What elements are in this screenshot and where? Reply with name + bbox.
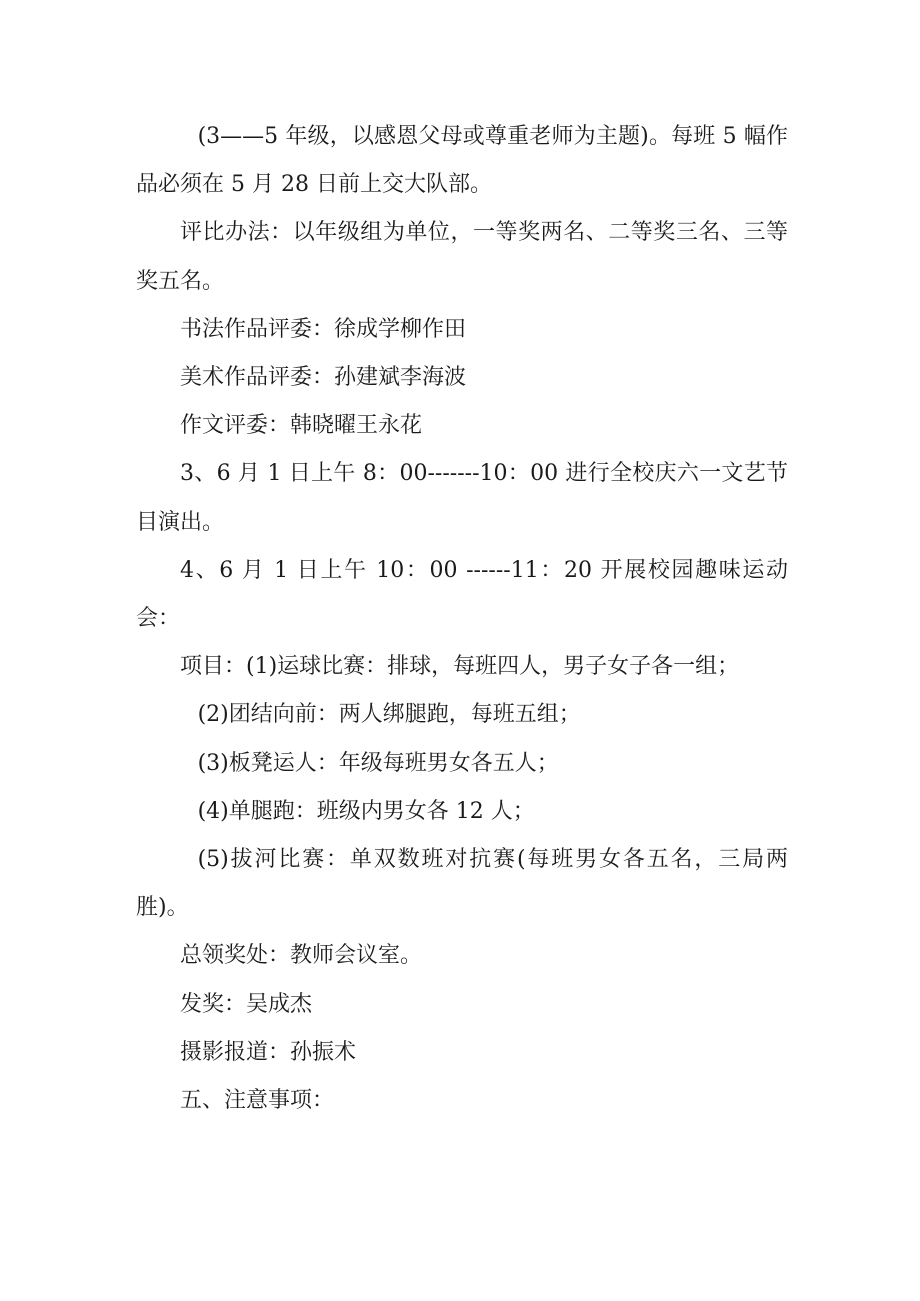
paragraph-essay-judges: 作文评委：韩晓曜王永花 — [180, 413, 423, 439]
paragraph-item-4: (4)单腿跑：班级内男女各 12 人； — [197, 798, 535, 824]
document-body — [136, 113, 788, 1125]
paragraph-calligraphy-judges: 书法作品评委：徐成学柳作田 — [180, 316, 467, 342]
paragraph-sports-meet: 4、6 月 1 日上午 10：00 ------11：20 开展校园趣味运动会： — [136, 557, 788, 632]
paragraph-performance: 3、6 月 1 日上午 8：00-------10：00 进行全校庆六一文艺节目演出。 — [136, 461, 788, 535]
paragraph-item-2: (2)团结向前：两人绑腿跑，每班五组； — [197, 702, 581, 728]
paragraph-award-presenter: 发奖：吴成杰 — [180, 991, 313, 1017]
paragraph-photography: 摄影报道：孙振术 — [180, 1039, 357, 1065]
paragraph-award-location: 总领奖处：教师会议室。 — [180, 943, 423, 969]
paragraph-item-5: (5)拔河比赛：单双数班对抗赛(每班男女各五名，三局两胜)。 — [136, 847, 788, 921]
paragraph-art-judges: 美术作品评委：孙建斌李海波 — [180, 365, 467, 391]
section-heading-notes: 五、注意事项： — [180, 1088, 335, 1114]
paragraph-submission: (3——5 年级，以感恩父母或尊重老师为主题)。每班 5 幅作品必须在 5 月 28 日前上交大队部。 — [136, 124, 788, 198]
paragraph-item-3: (3)板凳运人：年级每班男女各五人； — [197, 750, 559, 776]
paragraph-item-1: 项目：(1)运球比赛：排球，每班四人，男子女子各一组； — [180, 654, 740, 680]
paragraph-judging-method: 评比办法：以年级组为单位，一等奖两名、二等奖三名、三等奖五名。 — [136, 220, 788, 294]
